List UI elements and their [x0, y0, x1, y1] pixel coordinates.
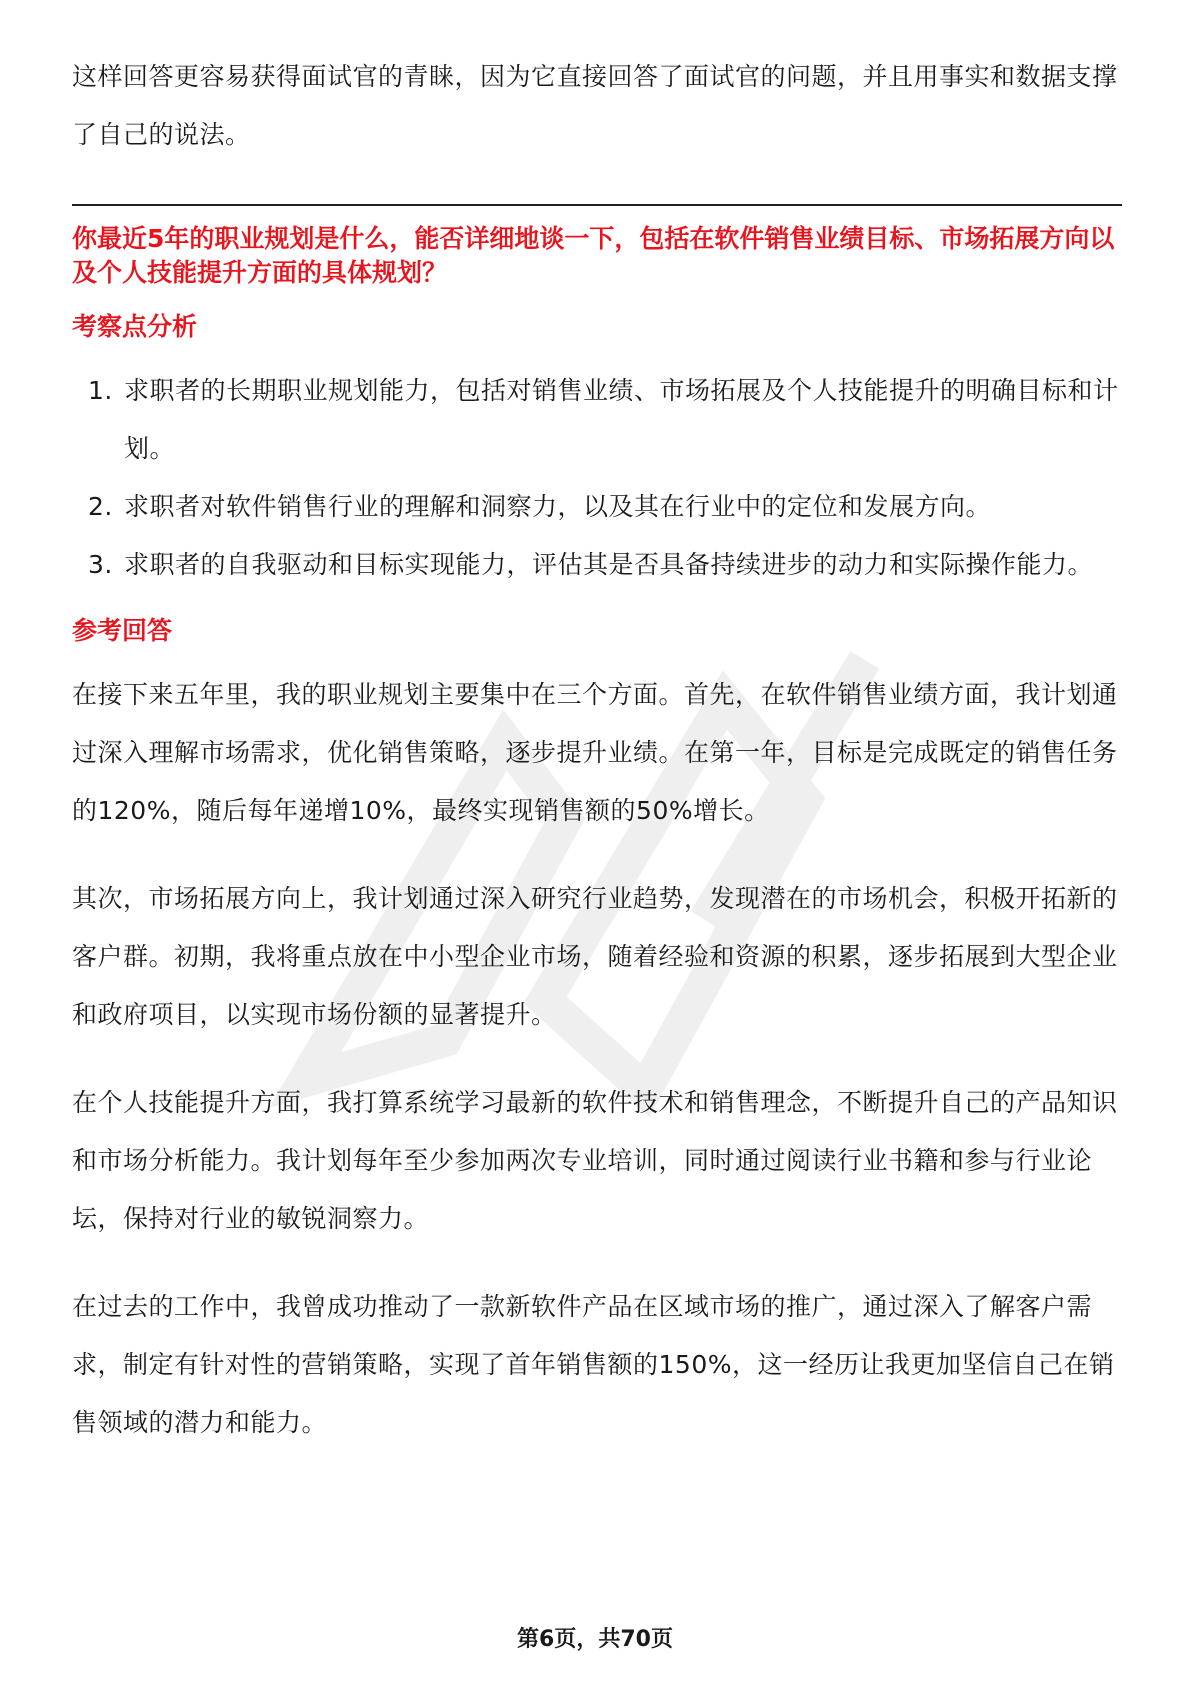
question-heading: 你最近5年的职业规划是什么，能否详细地谈一下，包括在软件销售业绩目标、市场拓展方向以及个人技能提升方面的具体规划？ — [72, 224, 1115, 287]
answer-paragraph: 其次，市场拓展方向上，我计划通过深入研究行业趋势，发现潜在的市场机会，积极开拓新的客户群。初期，我将重点放在中小型企业市场，随着经验和资源的积累，逐步拓展到大型企业和政府项目，以实现市场份额的显著提升。 — [72, 884, 1118, 1029]
list-item — [72, 536, 1122, 594]
page-number: 第6页，共70页 — [517, 1627, 673, 1652]
answer-paragraph: 在个人技能提升方面，我打算系统学习最新的软件技术和销售理念，不断提升自己的产品知识和市场分析能力。我计划每年至少参加两次专业培训，同时通过阅读行业书籍和参与行业论坛，保持对行业的敏锐洞察力。 — [72, 1088, 1118, 1233]
answer-title: 参考回答 — [72, 616, 173, 645]
list-item-text: 求职者对软件销售行业的理解和洞察力，以及其在行业中的定位和发展方向。 — [124, 492, 992, 521]
list-item-number: 1. — [88, 376, 113, 405]
list-item — [72, 478, 1122, 536]
intro-paragraph: 这样回答更容易获得面试官的青睐，因为它直接回答了面试官的问题，并且用事实和数据支撑了自己的说法。 — [72, 62, 1118, 149]
analysis-list — [72, 362, 1122, 594]
list-item-number: 3. — [88, 550, 113, 579]
list-item-number: 2. — [88, 492, 113, 521]
answer-paragraph: 在接下来五年里，我的职业规划主要集中在三个方面。首先，在软件销售业绩方面，我计划通过深入理解市场需求，优化销售策略，逐步提升业绩。在第一年，目标是完成既定的销售任务的120%，随后每年递增10%，最终实现销售额的50%增长。 — [72, 680, 1118, 825]
answer-paragraph: 在过去的工作中，我曾成功推动了一款新软件产品在区域市场的推广，通过深入了解客户需求，制定有针对性的营销策略，实现了首年销售额的150%，这一经历让我更加坚信自己在销售领域的潜力和能力。 — [72, 1292, 1115, 1437]
analysis-title: 考察点分析 — [72, 312, 198, 341]
section-divider — [72, 204, 1122, 206]
page-content — [72, 48, 1122, 1482]
list-item — [72, 362, 1122, 478]
list-item-text: 求职者的长期职业规划能力，包括对销售业绩、市场拓展及个人技能提升的明确目标和计划。 — [124, 376, 1119, 463]
list-item-text: 求职者的自我驱动和目标实现能力，评估其是否具备持续进步的动力和实际操作能力。 — [124, 550, 1094, 579]
